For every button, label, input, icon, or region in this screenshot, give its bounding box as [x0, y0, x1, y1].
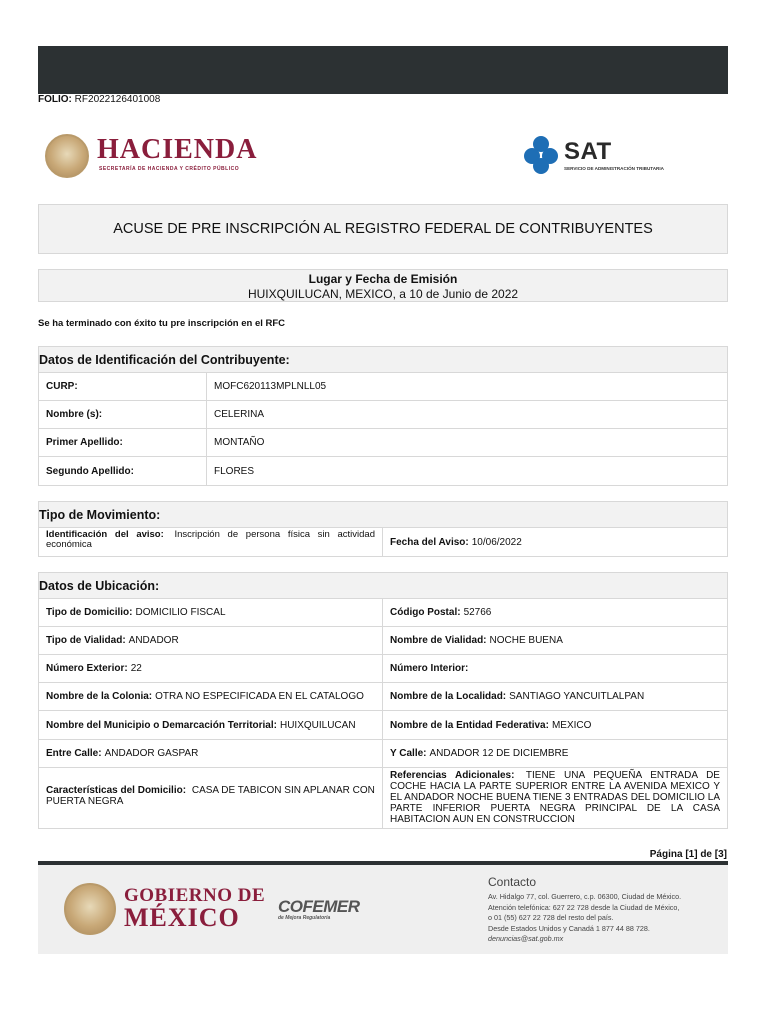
table-row [39, 457, 727, 485]
seal-icon [64, 883, 116, 935]
contacto-line: o 01 (55) 627 22 728 del resto del país. [488, 913, 614, 922]
sat-logo [524, 136, 694, 176]
row-label: Nombre (s): [39, 401, 207, 428]
section-heading: Datos de Identificación del Contribuyente: [39, 347, 727, 373]
row-label: Primer Apellido: [39, 429, 207, 456]
contacto-line: Av. Hidalgo 77, col. Guerrero, c.p. 06300, Ciudad de México. [488, 892, 682, 901]
table-row: Tipo de Domicilio: DOMICILIO FISCAL Código Postal: 52766 [39, 599, 727, 627]
lugar-value: HUIXQUILUCAN, MEXICO, a 10 de Junio de 2022 [247, 287, 519, 301]
table-row [39, 401, 727, 429]
contacto-email[interactable]: denuncias@sat.gob.mx [488, 934, 564, 943]
table-row: Tipo de Vialidad: ANDADOR Nombre de Vialidad: NOCHE BUENA [39, 627, 727, 655]
page-indicator: Página [1] de [3] [649, 849, 727, 860]
row-value: FLORES [214, 465, 255, 477]
success-message: Se ha terminado con éxito tu pre inscripción en el RFC [38, 318, 286, 329]
top-dark-bar [38, 46, 728, 94]
document-title: ACUSE DE PRE INSCRIPCIÓN AL REGISTRO FEDERAL DE CONTRIBUYENTES [38, 204, 728, 254]
section-heading: Tipo de Movimiento: [39, 502, 727, 528]
sat-subtitle: SERVICIO DE ADMINISTRACIÓN TRIBUTARIA [564, 166, 664, 171]
gobierno-word: GOBIERNO DE [124, 885, 266, 906]
movimiento-section [38, 501, 728, 557]
table-row: Nombre del Municipio o Demarcación Territorial: HUIXQUILUCAN Nombre de la Entidad Federativa: MEXICO [39, 711, 727, 740]
lugar-heading: Lugar y Fecha de Emisión [308, 272, 458, 286]
folio-value: RF2022126401008 [74, 94, 161, 105]
cofemer-word: COFEMER [278, 897, 360, 916]
row-label: Segundo Apellido: [39, 457, 207, 485]
identificacion-section [38, 346, 728, 486]
table-row: Número Exterior: 22 Número Interior: [39, 655, 727, 683]
hacienda-subtitle: SECRETARÍA DE HACIENDA Y CRÉDITO PÚBLICO [99, 166, 240, 172]
table-row [39, 768, 727, 828]
fecha-aviso-cell: Fecha del Aviso: 10/06/2022 [390, 536, 522, 548]
sat-word: SAT [564, 138, 612, 165]
row-value: MONTAÑO [214, 437, 265, 448]
table-row: Nombre de la Colonia: OTRA NO ESPECIFICADA EN EL CATALOGO Nombre de la Localidad: SANTIAGO YANCUITLALPAN [39, 683, 727, 711]
table-row: Entre Calle: ANDADOR GASPAR Y Calle: ANDADOR 12 DE DICIEMBRE [39, 740, 727, 768]
cofemer-logo [278, 897, 360, 921]
footer [38, 865, 728, 954]
caracteristicas-cell: Características del Domicilio: CASA DE TABICON SIN APLANAR CON PUERTA NEGRA [39, 768, 383, 828]
mexico-word: MÉXICO [124, 903, 240, 932]
table-row [39, 429, 727, 457]
contacto-line: Desde Estados Unidos y Canadá 1 877 44 88 728. [488, 923, 650, 933]
lugar-fecha-box [38, 269, 728, 302]
hacienda-word: HACIENDA [97, 134, 258, 165]
table-row [39, 528, 727, 556]
sat-dots-icon [524, 136, 560, 172]
contacto-line: Atención telefónica: 627 22 728 desde la Ciudad de México, [488, 902, 680, 912]
section-heading: Datos de Ubicación: [39, 573, 727, 599]
contacto-block [488, 875, 681, 945]
cofemer-subtitle: de Mejora Regulatoria [278, 915, 331, 921]
ubicacion-section [38, 572, 728, 829]
contacto-heading: Contacto [488, 875, 537, 889]
folio: FOLIO: RF2022126401008 [38, 94, 161, 105]
row-value: CELERINA [214, 409, 265, 420]
table-row [39, 373, 727, 401]
referencias-cell: Referencias Adicionales: TIENE UNA PEQUEÑA ENTRADA DE COCHE HACIA LA PARTE SUPERIOR ENTRE LA AVENIDA MEXICO Y EL ANDADOR NOCHE BUENA TIENE 3 ENTRADAS DEL DOMICILIO LA PARTE INFERIOR PUERTA NEGRA PRINCIPAL DE LA CASA HABITACION AUN EN CONSTRUCCION [390, 770, 720, 825]
row-value: MOFC620113MPLNLL05 [214, 381, 327, 392]
seal-icon [45, 134, 89, 178]
hacienda-logo [45, 132, 265, 184]
aviso-cell: Identificación del aviso: Inscripción de persona física sin actividad económica [39, 528, 383, 556]
row-label: CURP: [39, 373, 207, 400]
